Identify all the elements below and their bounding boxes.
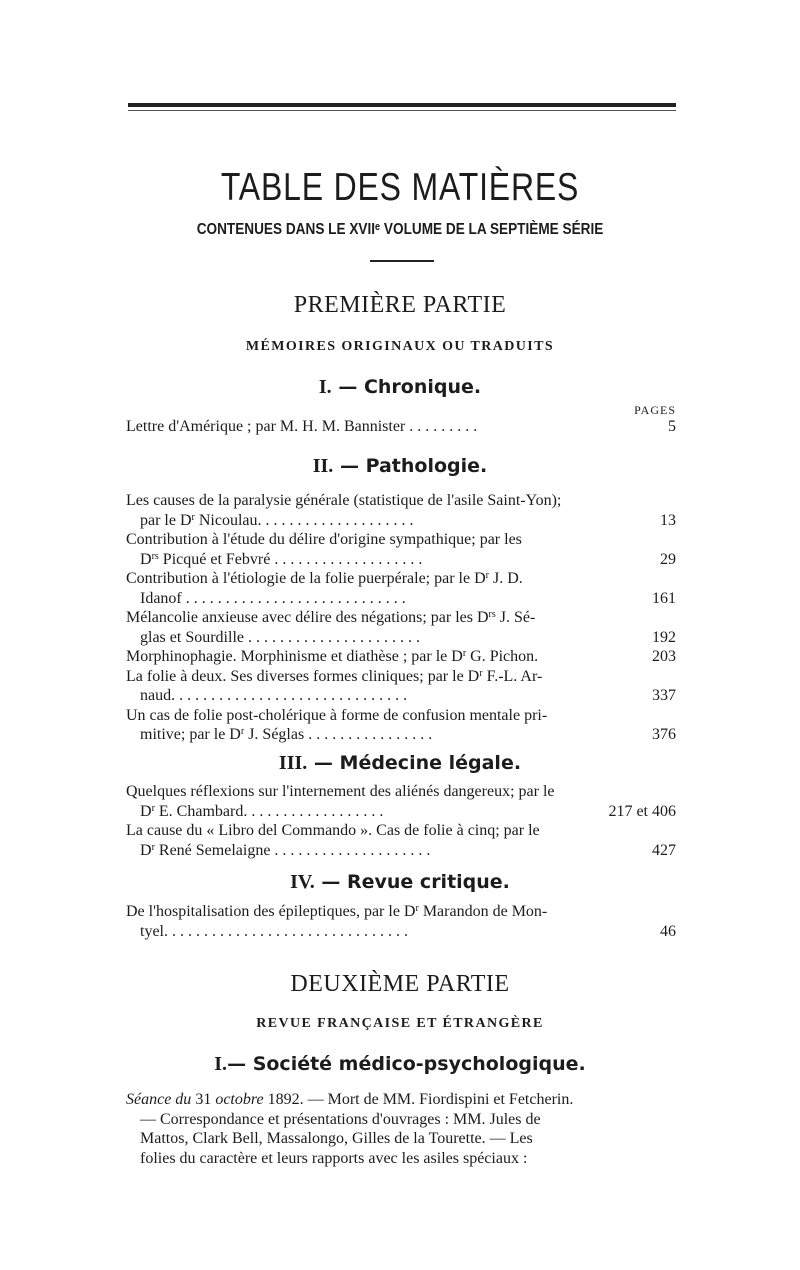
entry-page: 192	[652, 629, 676, 646]
section-dash: —	[227, 1053, 247, 1075]
leader-dots: . . . . . . . . . . . . . . . . . . . .	[257, 512, 414, 529]
line-text: J. D.	[489, 570, 523, 587]
line-text: 1892. — Mort de MM. Fiordispini et Fetcherin.	[267, 1091, 574, 1108]
toc-line	[126, 782, 676, 802]
part2-subheading: REVUE FRANÇAISE ET ÉTRANGÈRE	[256, 1016, 544, 1031]
line-text: D	[140, 551, 152, 568]
superscript: r	[479, 668, 483, 679]
section-name: Chronique.	[363, 376, 482, 398]
seance-day: 31	[195, 1091, 212, 1108]
superscript: r	[151, 803, 155, 814]
part1-subheading: MÉMOIRES ORIGINAUX OU TRADUITS	[245, 339, 555, 354]
entry-text: Lettre d'Amérique ; par M. H. M. Bannister	[126, 418, 406, 435]
line-text: La folie à deux. Ses diverses formes cliniques; par le D	[126, 668, 480, 685]
line-text: mitive; par le D	[140, 726, 241, 743]
toc-line	[126, 608, 676, 628]
line-text: naud	[140, 687, 172, 704]
leader-dots: . . . . . . . . .	[405, 418, 478, 435]
toc-line	[126, 647, 676, 667]
leader-dots: . . . . . . . . . . . . . . . . . . . . . . . . . . . . . .	[171, 687, 408, 704]
entry-page: 217 et 406	[608, 803, 676, 820]
toc-line	[126, 1110, 676, 1130]
toc-line	[126, 1090, 676, 1110]
pages-column-label: PAGES	[634, 403, 676, 417]
line-text: tyel	[140, 923, 164, 940]
superscript: r	[415, 903, 419, 914]
toc-line	[126, 821, 676, 841]
superscript: r	[191, 512, 195, 523]
section-number: II.	[312, 455, 334, 477]
leader-dots: . . . . . . . . . . . . . . . .	[308, 726, 433, 743]
section-heading-revue-critique	[0, 871, 800, 894]
line-text: E. Chambard	[154, 803, 244, 820]
toc-line	[126, 491, 676, 511]
superscript: rs	[488, 609, 496, 620]
section-heading-pathologie	[0, 455, 800, 478]
entry-page: 203	[652, 648, 676, 665]
superscript: rs	[151, 551, 159, 562]
entry-page: 5	[668, 418, 676, 435]
section-name: Société médico-psychologique.	[252, 1053, 586, 1075]
line-text: folies du caractère et leurs rapports avec les asiles spéciaux :	[140, 1150, 528, 1167]
leader-dots: . . . . . . . . . . . . . . . . . . . . . . . . . . . . . . .	[164, 923, 408, 940]
line-text: Nicoulau	[194, 512, 258, 529]
line-text: Marandon de Mon-	[418, 903, 548, 920]
line-text: Contribution à l'étiologie de la folie puerpérale; par le D	[126, 570, 486, 587]
seance-month: octobre	[215, 1091, 264, 1108]
toc-entry	[126, 417, 676, 437]
line-text: Mélancolie anxieuse avec délire des négations; par les D	[126, 609, 489, 626]
section-dash: —	[338, 376, 358, 398]
line-text: Contribution à l'étude du délire d'origine sympathique; par les	[126, 531, 522, 548]
section-name: Médecine légale.	[339, 752, 522, 774]
section-number: III.	[278, 752, 308, 774]
toc-line	[126, 841, 676, 861]
section-number: I.	[318, 376, 332, 398]
superscript: r	[462, 648, 467, 659]
section-dash: —	[339, 455, 359, 477]
line-text: J. Séglas	[244, 726, 305, 743]
toc-line	[126, 725, 676, 745]
section-number: IV.	[290, 871, 315, 893]
entry-page: 161	[652, 590, 676, 607]
leader-dots: . . . . . . . . . . . . . . . . . .	[243, 803, 384, 820]
line-text: René Semelaigne	[154, 842, 271, 859]
toc-line	[126, 686, 676, 706]
line-text: D	[140, 842, 152, 859]
leader-dots: . . . . . . . . . . . . . . . . . . .	[274, 551, 423, 568]
entry-page: 376	[652, 726, 676, 743]
line-text: Mattos, Clark Bell, Massalongo, Gilles de la Tourette. — Les	[140, 1130, 533, 1147]
leader-dots: . . . . . . . . . . . . . . . . . . . . . .	[247, 629, 420, 646]
toc-line	[126, 802, 676, 822]
part2-heading: DEUXIÈME PARTIE	[290, 971, 510, 997]
line-text: Quelques réflexions sur l'internement des aliénés dangereux; par le	[126, 783, 555, 800]
superscript: r	[485, 570, 489, 581]
entry-page: 337	[652, 687, 676, 704]
toc-line	[126, 550, 676, 570]
line-text: Idanof	[140, 590, 182, 607]
superscript: r	[240, 726, 245, 737]
seance-label: Séance du	[126, 1091, 192, 1108]
part1-heading: PREMIÈRE PARTIE	[293, 292, 507, 318]
section-heading-medecine-legale	[0, 752, 800, 775]
section-heading-societe-medico-psychologique	[0, 1053, 800, 1076]
toc-line	[126, 569, 676, 589]
separator-rule	[370, 260, 434, 262]
section-dash: —	[321, 871, 341, 893]
toc-line	[126, 628, 676, 648]
line-text: glas et Sourdille	[140, 629, 244, 646]
entry-page: 427	[652, 842, 676, 859]
page-title: TABLE DES MATIÈRES	[220, 166, 580, 209]
line-text: Un cas de folie post-cholérique à forme de confusion mentale pri-	[126, 707, 548, 724]
section-number: I.	[214, 1053, 228, 1075]
line-text: F.-L. Ar-	[482, 668, 543, 685]
line-text: D	[140, 803, 152, 820]
leader-dots: . . . . . . . . . . . . . . . . . . . .	[274, 842, 431, 859]
section-dash: —	[313, 752, 333, 774]
line-text: La cause du « Libro del Commando ». Cas de folie à cinq; par le	[126, 822, 540, 839]
toc-line	[126, 1149, 676, 1169]
top-rule	[128, 103, 676, 107]
toc-line	[126, 530, 676, 550]
toc-line	[126, 706, 676, 726]
toc-line	[126, 1129, 676, 1149]
entry-page: 29	[660, 551, 676, 568]
top-rule-thin	[128, 110, 676, 111]
toc-line	[126, 902, 676, 922]
page-subtitle: CONTENUES DANS LE XVIIᵉ VOLUME DE LA SEPTIÈME SÉRIE	[196, 221, 604, 238]
toc-line	[126, 589, 676, 609]
toc-line	[126, 667, 676, 687]
line-text: par le D	[140, 512, 192, 529]
entry-page: 13	[660, 512, 676, 529]
line-text: Les causes de la paralysie générale (statistique de l'asile Saint-Yon);	[126, 492, 562, 509]
superscript: r	[151, 842, 155, 853]
line-text: J. Sé-	[495, 609, 536, 626]
line-text: Morphinophagie. Morphinisme et diathèse ; par le D	[126, 648, 463, 665]
toc-line	[126, 922, 676, 942]
line-text: Picqué et Febvré	[158, 551, 271, 568]
section-heading-chronique	[0, 376, 800, 399]
line-text: G. Pichon.	[466, 648, 539, 665]
section-name: Revue critique.	[347, 871, 510, 893]
line-text: De l'hospitalisation des épileptiques, par le D	[126, 903, 416, 920]
toc-line	[126, 511, 676, 531]
entry-page: 46	[660, 923, 676, 940]
line-text: — Correspondance et présentations d'ouvrages : MM. Jules de	[140, 1111, 541, 1128]
leader-dots: . . . . . . . . . . . . . . . . . . . . . . . . . . . .	[185, 590, 406, 607]
section-name: Pathologie.	[365, 455, 488, 477]
